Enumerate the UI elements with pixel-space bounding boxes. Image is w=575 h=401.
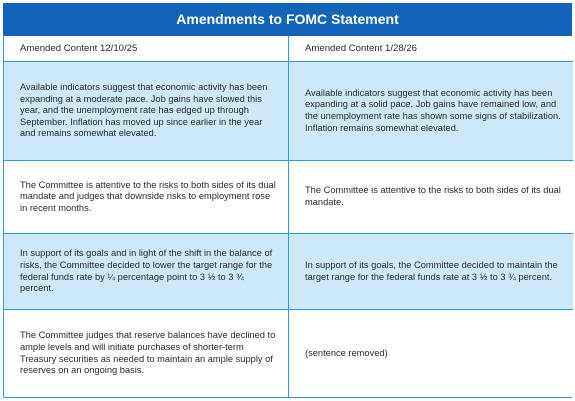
table-row-2-right: The Committee is attentive to the risks to both sides of its dual mandate. bbox=[289, 160, 573, 233]
table-row-1-left: Available indicators suggest that economic activity has been expanding at a moderate pace. Job gains have slowed this year, and the unemployment rate has edged up through September. Inflation has moved up since earlier in the year and remains somewhat elevated. bbox=[4, 61, 289, 160]
comparison-table bbox=[3, 36, 572, 398]
column-header-left: Amended Content 12/10/25 bbox=[4, 36, 289, 61]
table-row-2-left: The Committee is attentive to the risks to both sides of its dual mandate and judges that downside risks to employment rose in recent months. bbox=[4, 160, 289, 233]
table-row-1-right: Available indicators suggest that economic activity has been expanding at a solid pace. Job gains have remained low, and the unemployment rate has shown some signs of stabilization. Inflation remains somewhat elevated. bbox=[289, 61, 573, 160]
table-title: Amendments to FOMC Statement bbox=[3, 3, 572, 36]
table-row-3-left: In support of its goals and in light of the shift in the balance of risks, the Committee decided to lower the target range for the federal funds rate by ¼ percentage point to 3 ½ to 3 ¾ percent. bbox=[4, 233, 289, 309]
column-header-right: Amended Content 1/28/26 bbox=[289, 36, 573, 61]
table-row-4-left: The Committee judges that reserve balances have declined to ample levels and will initiate purchases of shorter-term Treasury securities as needed to maintain an ample supply of reserves on an ongoing basis. bbox=[4, 309, 289, 397]
table-row-3-right: In support of its goals, the Committee decided to maintain the target range for the federal funds rate at 3 ½ to 3 ¾ percent. bbox=[289, 233, 573, 309]
table-row-4-right: (sentence removed) bbox=[289, 309, 573, 397]
